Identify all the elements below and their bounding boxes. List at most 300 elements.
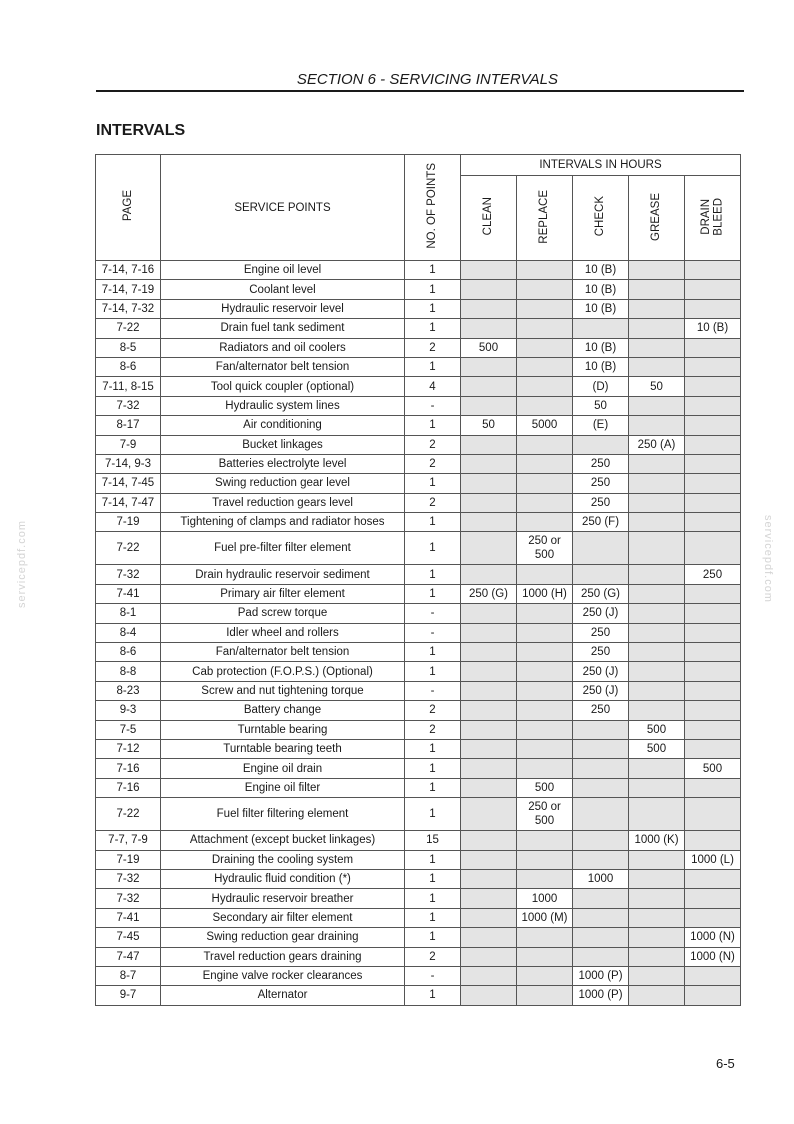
table-row <box>96 565 741 584</box>
cell-point: Tool quick coupler (optional) <box>161 377 405 396</box>
cell-check: 250 <box>573 643 629 662</box>
cell-replace <box>517 759 573 778</box>
cell-point: Engine oil drain <box>161 759 405 778</box>
cell-num: - <box>405 396 461 415</box>
cell-grease <box>629 513 685 532</box>
cell-clean <box>461 720 517 739</box>
cell-drain <box>685 643 741 662</box>
cell-point: Radiators and oil coolers <box>161 338 405 357</box>
cell-clean <box>461 778 517 797</box>
cell-page: 7-7, 7-9 <box>96 831 161 850</box>
cell-page: 7-32 <box>96 889 161 908</box>
cell-replace <box>517 739 573 758</box>
cell-page: 7-14, 9-3 <box>96 454 161 473</box>
table-row <box>96 338 741 357</box>
cell-replace <box>517 493 573 512</box>
cell-num: 1 <box>405 416 461 435</box>
cell-page: 7-11, 8-15 <box>96 377 161 396</box>
cell-grease <box>629 778 685 797</box>
cell-drain <box>685 261 741 280</box>
cell-num: 1 <box>405 778 461 797</box>
cell-page: 7-22 <box>96 798 161 831</box>
cell-point: Fuel filter filtering element <box>161 798 405 831</box>
cell-check <box>573 778 629 797</box>
cell-point: Pad screw torque <box>161 604 405 623</box>
cell-replace <box>517 319 573 338</box>
cell-drain: 500 <box>685 759 741 778</box>
page-heading: INTERVALS <box>96 122 186 139</box>
col-header-num-points: NO. OF POINTS <box>405 155 461 261</box>
cell-replace <box>517 662 573 681</box>
table-row <box>96 435 741 454</box>
cell-page: 8-6 <box>96 643 161 662</box>
cell-page: 7-22 <box>96 319 161 338</box>
cell-num: 1 <box>405 319 461 338</box>
cell-page: 7-14, 7-45 <box>96 474 161 493</box>
cell-drain <box>685 662 741 681</box>
cell-page: 7-47 <box>96 947 161 966</box>
cell-clean <box>461 869 517 888</box>
cell-drain <box>685 701 741 720</box>
cell-check: 50 <box>573 396 629 415</box>
cell-point: Fan/alternator belt tension <box>161 357 405 376</box>
cell-replace <box>517 454 573 473</box>
cell-replace: 250 or 500 <box>517 532 573 565</box>
cell-check: 250 (J) <box>573 604 629 623</box>
cell-num: 1 <box>405 532 461 565</box>
cell-replace <box>517 396 573 415</box>
col-header-clean: CLEAN <box>461 176 517 261</box>
cell-check: 250 (F) <box>573 513 629 532</box>
cell-point: Drain fuel tank sediment <box>161 319 405 338</box>
table-row <box>96 759 741 778</box>
cell-page: 8-4 <box>96 623 161 642</box>
cell-replace: 1000 (H) <box>517 584 573 603</box>
cell-page: 8-17 <box>96 416 161 435</box>
cell-clean <box>461 928 517 947</box>
cell-check <box>573 798 629 831</box>
cell-check: 10 (B) <box>573 357 629 376</box>
cell-drain <box>685 986 741 1005</box>
cell-point: Engine valve rocker clearances <box>161 966 405 985</box>
cell-clean <box>461 474 517 493</box>
cell-num: 1 <box>405 299 461 318</box>
cell-replace <box>517 513 573 532</box>
cell-replace <box>517 947 573 966</box>
cell-grease <box>629 532 685 565</box>
cell-page: 7-19 <box>96 850 161 869</box>
cell-replace: 500 <box>517 778 573 797</box>
col-header-service-points: SERVICE POINTS <box>161 155 405 261</box>
cell-num: 2 <box>405 493 461 512</box>
cell-page: 7-32 <box>96 869 161 888</box>
table-row <box>96 966 741 985</box>
cell-point: Air conditioning <box>161 416 405 435</box>
cell-check: 1000 (P) <box>573 966 629 985</box>
table-row <box>96 681 741 700</box>
cell-clean <box>461 319 517 338</box>
cell-point: Hydraulic fluid condition (*) <box>161 869 405 888</box>
cell-grease <box>629 604 685 623</box>
cell-drain <box>685 681 741 700</box>
table-row <box>96 261 741 280</box>
cell-drain <box>685 299 741 318</box>
cell-check: 250 <box>573 493 629 512</box>
cell-num: 1 <box>405 662 461 681</box>
cell-clean <box>461 532 517 565</box>
cell-drain <box>685 513 741 532</box>
cell-check: 250 (J) <box>573 662 629 681</box>
cell-grease <box>629 850 685 869</box>
cell-check: 10 (B) <box>573 338 629 357</box>
cell-replace: 250 or 500 <box>517 798 573 831</box>
cell-check <box>573 908 629 927</box>
cell-grease <box>629 319 685 338</box>
cell-point: Idler wheel and rollers <box>161 623 405 642</box>
cell-grease <box>629 261 685 280</box>
cell-num: 1 <box>405 889 461 908</box>
table-row <box>96 643 741 662</box>
cell-page: 7-19 <box>96 513 161 532</box>
cell-check: (D) <box>573 377 629 396</box>
cell-point: Secondary air filter element <box>161 908 405 927</box>
cell-check <box>573 759 629 778</box>
table-row <box>96 377 741 396</box>
cell-num: 2 <box>405 454 461 473</box>
cell-grease <box>629 565 685 584</box>
cell-page: 7-14, 7-32 <box>96 299 161 318</box>
cell-replace <box>517 986 573 1005</box>
table-row <box>96 532 741 565</box>
cell-point: Fuel pre-filter filter element <box>161 532 405 565</box>
cell-clean <box>461 759 517 778</box>
cell-num: 1 <box>405 474 461 493</box>
cell-clean <box>461 947 517 966</box>
cell-replace <box>517 474 573 493</box>
col-header-replace: REPLACE <box>517 176 573 261</box>
cell-grease <box>629 338 685 357</box>
table-row <box>96 662 741 681</box>
cell-point: Screw and nut tightening torque <box>161 681 405 700</box>
page-number: 6-5 <box>716 1056 735 1071</box>
cell-point: Battery change <box>161 701 405 720</box>
cell-num: 1 <box>405 280 461 299</box>
cell-replace <box>517 681 573 700</box>
cell-drain <box>685 338 741 357</box>
cell-drain <box>685 454 741 473</box>
cell-check <box>573 532 629 565</box>
cell-clean <box>461 604 517 623</box>
cell-num: 1 <box>405 928 461 947</box>
cell-grease <box>629 662 685 681</box>
cell-check: 250 <box>573 454 629 473</box>
cell-page: 7-32 <box>96 396 161 415</box>
cell-num: 1 <box>405 908 461 927</box>
cell-page: 9-3 <box>96 701 161 720</box>
cell-point: Engine oil level <box>161 261 405 280</box>
cell-check: 1000 (P) <box>573 986 629 1005</box>
cell-grease: 500 <box>629 739 685 758</box>
col-header-drain-bleed: DRAIN BLEED <box>685 176 741 261</box>
table-body <box>96 261 741 1006</box>
cell-clean: 50 <box>461 416 517 435</box>
cell-drain <box>685 889 741 908</box>
cell-check: 250 (G) <box>573 584 629 603</box>
cell-point: Fan/alternator belt tension <box>161 643 405 662</box>
cell-point: Attachment (except bucket linkages) <box>161 831 405 850</box>
cell-grease <box>629 928 685 947</box>
cell-point: Travel reduction gears level <box>161 493 405 512</box>
cell-check <box>573 928 629 947</box>
cell-clean <box>461 986 517 1005</box>
cell-replace <box>517 604 573 623</box>
table-row <box>96 947 741 966</box>
cell-replace: 5000 <box>517 416 573 435</box>
cell-page: 7-9 <box>96 435 161 454</box>
cell-clean <box>461 831 517 850</box>
cell-page: 8-6 <box>96 357 161 376</box>
cell-page: 7-32 <box>96 565 161 584</box>
cell-grease <box>629 299 685 318</box>
cell-page: 7-14, 7-16 <box>96 261 161 280</box>
cell-point: Hydraulic reservoir level <box>161 299 405 318</box>
cell-point: Swing reduction gear level <box>161 474 405 493</box>
cell-num: 1 <box>405 986 461 1005</box>
table-row <box>96 739 741 758</box>
cell-clean <box>461 357 517 376</box>
cell-replace <box>517 850 573 869</box>
cell-drain: 1000 (L) <box>685 850 741 869</box>
cell-drain: 250 <box>685 565 741 584</box>
table-row <box>96 604 741 623</box>
cell-replace <box>517 643 573 662</box>
watermark-right: servicepdf.com <box>762 515 774 603</box>
cell-page: 7-14, 7-47 <box>96 493 161 512</box>
cell-replace <box>517 928 573 947</box>
cell-grease <box>629 584 685 603</box>
table-row <box>96 280 741 299</box>
cell-clean <box>461 299 517 318</box>
cell-drain <box>685 416 741 435</box>
cell-point: Draining the cooling system <box>161 850 405 869</box>
cell-replace <box>517 357 573 376</box>
cell-drain <box>685 474 741 493</box>
cell-clean <box>461 396 517 415</box>
intervals-table <box>95 154 741 1006</box>
cell-clean <box>461 889 517 908</box>
cell-page: 8-8 <box>96 662 161 681</box>
cell-page: 8-1 <box>96 604 161 623</box>
cell-page: 7-16 <box>96 778 161 797</box>
col-header-intervals: INTERVALS IN HOURS <box>461 155 741 176</box>
cell-check: 10 (B) <box>573 299 629 318</box>
cell-grease <box>629 416 685 435</box>
cell-grease: 1000 (K) <box>629 831 685 850</box>
cell-num: - <box>405 623 461 642</box>
cell-num: 2 <box>405 947 461 966</box>
cell-page: 7-5 <box>96 720 161 739</box>
cell-grease <box>629 908 685 927</box>
cell-num: - <box>405 681 461 700</box>
cell-drain: 1000 (N) <box>685 947 741 966</box>
cell-drain <box>685 604 741 623</box>
col-header-page: PAGE <box>96 155 161 261</box>
cell-check: 10 (B) <box>573 261 629 280</box>
cell-clean <box>461 850 517 869</box>
cell-replace <box>517 299 573 318</box>
cell-drain <box>685 357 741 376</box>
cell-page: 9-7 <box>96 986 161 1005</box>
cell-drain <box>685 966 741 985</box>
table-row <box>96 889 741 908</box>
cell-grease <box>629 454 685 473</box>
cell-clean <box>461 966 517 985</box>
cell-check: 1000 <box>573 869 629 888</box>
cell-clean <box>461 681 517 700</box>
cell-check: 250 (J) <box>573 681 629 700</box>
cell-replace <box>517 869 573 888</box>
cell-num: 2 <box>405 338 461 357</box>
cell-drain <box>685 532 741 565</box>
cell-clean <box>461 739 517 758</box>
cell-drain <box>685 869 741 888</box>
cell-replace <box>517 831 573 850</box>
cell-num: 15 <box>405 831 461 850</box>
cell-point: Swing reduction gear draining <box>161 928 405 947</box>
cell-grease <box>629 474 685 493</box>
cell-point: Drain hydraulic reservoir sediment <box>161 565 405 584</box>
cell-point: Bucket linkages <box>161 435 405 454</box>
table-row <box>96 908 741 927</box>
cell-page: 7-16 <box>96 759 161 778</box>
cell-drain <box>685 280 741 299</box>
cell-num: 1 <box>405 565 461 584</box>
cell-clean <box>461 565 517 584</box>
cell-grease: 50 <box>629 377 685 396</box>
cell-clean <box>461 798 517 831</box>
cell-replace: 1000 <box>517 889 573 908</box>
cell-replace <box>517 338 573 357</box>
cell-point: Tightening of clamps and radiator hoses <box>161 513 405 532</box>
cell-clean <box>461 493 517 512</box>
table-row <box>96 357 741 376</box>
cell-num: 1 <box>405 759 461 778</box>
cell-drain: 1000 (N) <box>685 928 741 947</box>
cell-clean: 250 (G) <box>461 584 517 603</box>
table-row <box>96 474 741 493</box>
cell-grease <box>629 357 685 376</box>
cell-check <box>573 319 629 338</box>
cell-point: Turntable bearing <box>161 720 405 739</box>
cell-clean <box>461 435 517 454</box>
section-rule <box>96 90 744 92</box>
cell-drain <box>685 584 741 603</box>
cell-replace <box>517 435 573 454</box>
cell-grease: 250 (A) <box>629 435 685 454</box>
cell-point: Turntable bearing teeth <box>161 739 405 758</box>
cell-check <box>573 850 629 869</box>
cell-num: 1 <box>405 739 461 758</box>
cell-point: Coolant level <box>161 280 405 299</box>
cell-num: 1 <box>405 261 461 280</box>
cell-num: 1 <box>405 869 461 888</box>
cell-replace: 1000 (M) <box>517 908 573 927</box>
cell-grease <box>629 966 685 985</box>
cell-check: (E) <box>573 416 629 435</box>
cell-page: 8-7 <box>96 966 161 985</box>
table-row <box>96 396 741 415</box>
cell-replace <box>517 966 573 985</box>
cell-num: 1 <box>405 850 461 869</box>
cell-check <box>573 565 629 584</box>
table-row <box>96 416 741 435</box>
cell-clean <box>461 908 517 927</box>
cell-replace <box>517 377 573 396</box>
cell-grease: 500 <box>629 720 685 739</box>
cell-grease <box>629 798 685 831</box>
table-row <box>96 299 741 318</box>
cell-point: Cab protection (F.O.P.S.) (Optional) <box>161 662 405 681</box>
cell-grease <box>629 986 685 1005</box>
cell-check <box>573 831 629 850</box>
cell-num: - <box>405 604 461 623</box>
cell-grease <box>629 493 685 512</box>
cell-clean <box>461 701 517 720</box>
cell-grease <box>629 869 685 888</box>
cell-clean <box>461 280 517 299</box>
cell-clean <box>461 454 517 473</box>
cell-grease <box>629 623 685 642</box>
cell-check: 10 (B) <box>573 280 629 299</box>
cell-drain <box>685 831 741 850</box>
cell-point: Alternator <box>161 986 405 1005</box>
cell-clean <box>461 377 517 396</box>
cell-page: 7-22 <box>96 532 161 565</box>
cell-check <box>573 947 629 966</box>
cell-num: - <box>405 966 461 985</box>
cell-drain <box>685 435 741 454</box>
table-row <box>96 584 741 603</box>
table-row <box>96 831 741 850</box>
col-header-check: CHECK <box>573 176 629 261</box>
cell-num: 1 <box>405 798 461 831</box>
cell-drain <box>685 720 741 739</box>
col-header-grease: GREASE <box>629 176 685 261</box>
watermark-left: servicepdf.com <box>16 520 28 608</box>
cell-grease <box>629 759 685 778</box>
cell-replace <box>517 701 573 720</box>
cell-point: Batteries electrolyte level <box>161 454 405 473</box>
table-row <box>96 850 741 869</box>
cell-drain <box>685 623 741 642</box>
table-row <box>96 454 741 473</box>
cell-drain <box>685 493 741 512</box>
cell-num: 2 <box>405 701 461 720</box>
cell-point: Hydraulic system lines <box>161 396 405 415</box>
cell-point: Primary air filter element <box>161 584 405 603</box>
cell-drain <box>685 908 741 927</box>
cell-clean <box>461 623 517 642</box>
cell-check <box>573 720 629 739</box>
cell-num: 4 <box>405 377 461 396</box>
section-title: SECTION 6 - SERVICING INTERVALS <box>296 71 558 88</box>
cell-num: 2 <box>405 720 461 739</box>
cell-replace <box>517 565 573 584</box>
cell-clean: 500 <box>461 338 517 357</box>
cell-check <box>573 739 629 758</box>
cell-drain <box>685 778 741 797</box>
cell-check <box>573 889 629 908</box>
